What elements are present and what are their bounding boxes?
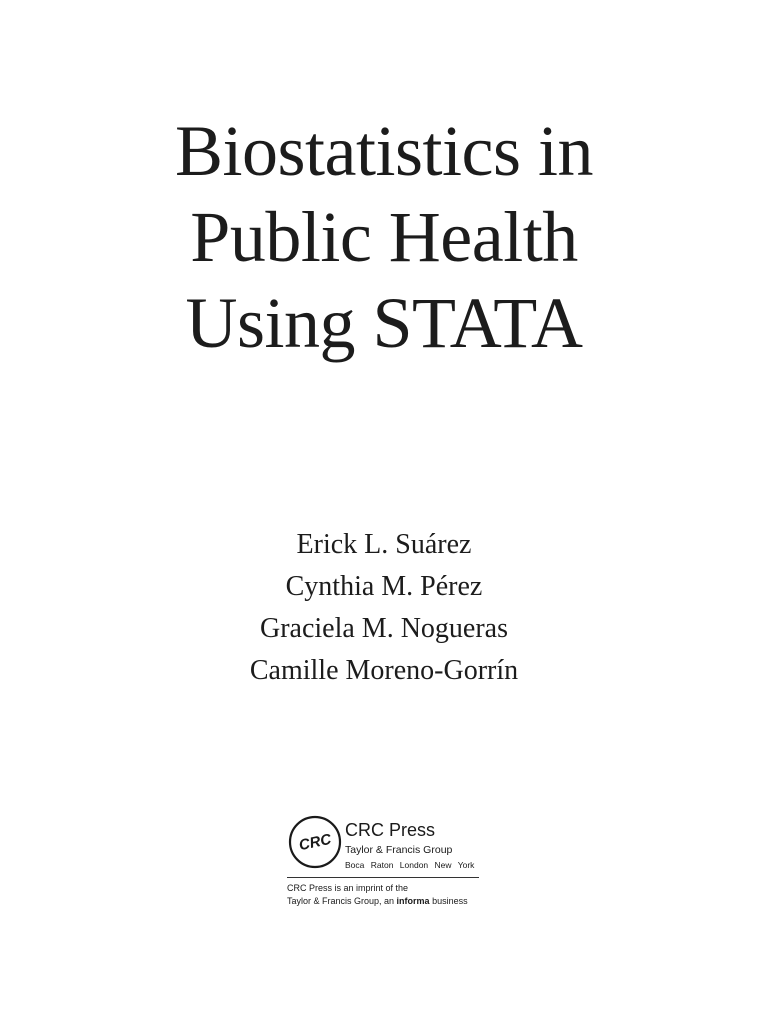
publisher-divider [287, 877, 479, 878]
author-name: Graciela M. Nogueras [259, 613, 508, 644]
title-line-3: Using STATA [185, 283, 583, 363]
imprint-line-2-pre: Taylor & Francis Group, an [287, 896, 397, 906]
crc-logo-icon [287, 814, 343, 870]
author-name: Cynthia M. Pérez [285, 571, 483, 602]
author-list [0, 524, 768, 692]
author-name: Camille Moreno-Gorrín [249, 655, 519, 686]
title-line-1: Biostatistics in [174, 111, 594, 191]
imprint-line-2-post: business [429, 896, 468, 906]
publisher-block [287, 814, 487, 914]
title-line-2: Public Health [190, 197, 578, 277]
publisher-cities: Boca Raton London New York [345, 860, 475, 870]
publisher-group: Taylor & Francis Group [345, 844, 453, 856]
publisher-imprint [287, 882, 468, 908]
crc-logo-text: CRC [297, 830, 333, 855]
informa-brand: informa [396, 896, 430, 906]
imprint-line-2 [287, 895, 468, 908]
author-name: Erick L. Suárez [296, 529, 472, 560]
book-title [0, 108, 768, 366]
publisher-name: CRC Press [345, 820, 436, 840]
imprint-line-1: CRC Press is an imprint of the [287, 883, 409, 893]
